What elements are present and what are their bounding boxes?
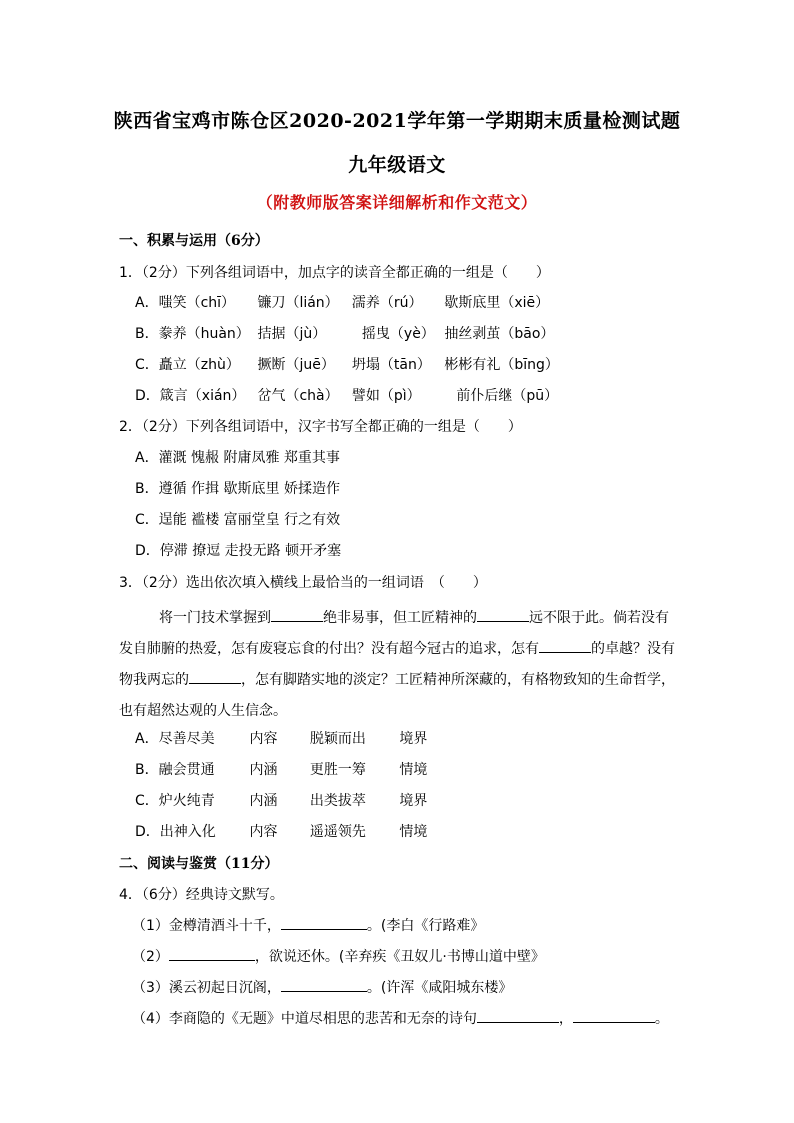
q1-d-word4: 前仆后继（pū） [456, 388, 559, 404]
q4-item4-post: 。 [654, 1011, 669, 1027]
exam-subtitle: 九年级语文 [348, 154, 446, 176]
q3-blank-4 [189, 670, 241, 684]
q4-item-4 [132, 1008, 669, 1028]
q3-blank-1 [271, 608, 323, 622]
q4-item4-pre: （4）李商隐的《无题》中道尽相思的悲苦和无奈的诗句 [132, 1011, 477, 1027]
q4-item1-blank [281, 916, 367, 930]
q1-option-b [135, 323, 554, 343]
q3-d-word2: 内容 [249, 824, 278, 840]
q3-option-b [135, 759, 427, 779]
q2-option-b: B．遵循 作揖 歇斯底里 娇揉造作 [135, 481, 340, 497]
q1-c-word3: 坍塌（tān） [351, 357, 431, 373]
q3-d-word4: 情境 [399, 824, 428, 840]
section2-heading: 二、阅读与鉴赏（11分） [119, 856, 279, 872]
q1-b-word4: 抽丝剥茧（bāo） [444, 326, 555, 342]
q1-a-word3: 濡养（rú） [351, 295, 423, 311]
exam-note: （附教师版答案详细解析和作文范文） [256, 193, 538, 212]
q1-d-word1: D．箴言（xián） [135, 388, 246, 404]
q3-a-word3: 脱颖而出 [309, 731, 366, 747]
q4-item2-blank [169, 947, 255, 961]
q3-b-word2: 内涵 [249, 762, 278, 778]
q3-d-word3: 遥遥领先 [309, 824, 366, 840]
q4-item3-pre: （3）溪云初起日沉阁， [132, 980, 281, 996]
q4-item3-blank [281, 978, 367, 992]
q3-stem: 3．（2分）选出依次填入横线上最恰当的一组词语 （ ） [119, 575, 487, 591]
q2-option-c: C．逞能 褴楼 富丽堂皇 行之有效 [135, 512, 341, 528]
q4-item4-blank-1 [477, 1009, 559, 1023]
q4-item-1 [132, 915, 484, 935]
section1-heading: 一、积累与运用（6分） [119, 233, 269, 249]
q3-passage-part2: 绝非易事，但工匠精神的 [323, 610, 477, 626]
q3-option-d [135, 821, 427, 841]
q4-item4-mid: ， [558, 1011, 573, 1027]
q1-c-word4: 彬彬有礼（bīng） [444, 357, 559, 373]
q4-item3-post: 。(许浑《咸阳城东楼》 [366, 980, 513, 996]
q4-item-2 [132, 946, 545, 966]
q1-a-word1: A．嗤笑（chī） [135, 295, 236, 311]
q1-a-word4: 歇斯底里（xiē） [444, 295, 550, 311]
q1-option-d [135, 385, 558, 405]
q2-option-d: D．停滞 撩逗 走投无路 顿开矛塞 [135, 543, 342, 559]
q3-option-a [135, 728, 427, 748]
q3-blank-3 [539, 639, 591, 653]
q3-passage-part3: 远不限于此。倘若没有发自肺腑的热爱，怎有废寝忘食的付出？没有超今冠古的追求，怎有 [119, 610, 669, 657]
q4-item4-blank-2 [573, 1009, 655, 1023]
q3-passage-part1: 将一门技术掌握到 [159, 610, 271, 626]
q1-a-word2: 镰刀（lián） [257, 295, 339, 311]
q4-item2-post: ，欲说还休。(辛弃疾《丑奴儿·书博山道中壁》 [254, 949, 545, 965]
q1-b-word2: 拮据（jù） [257, 326, 327, 342]
q3-d-word1: D．出神入化 [135, 824, 216, 840]
q3-b-word3: 更胜一筹 [309, 762, 366, 778]
q3-passage-part5: ，怎有脚踏实地的淡定？工匠精神所深藏的，有格物致知的生命哲学，也有超然达观的人生信念。 [119, 672, 675, 719]
q3-passage [119, 603, 679, 727]
q4-item-3 [132, 977, 512, 997]
q1-d-word2: 岔气（chà） [257, 388, 339, 404]
q3-a-word2: 内容 [249, 731, 278, 747]
q1-option-c [135, 354, 559, 374]
exam-title: 陕西省宝鸡市陈仓区2020-2021学年第一学期期末质量检测试题 [113, 110, 681, 132]
q1-b-word3: 摇曳（yè） [361, 326, 435, 342]
q3-option-c [135, 790, 427, 810]
q3-b-word4: 情境 [399, 762, 428, 778]
q1-d-word3: 譬如（pì） [351, 388, 421, 404]
q3-b-word1: B．融会贯通 [135, 762, 215, 778]
q3-c-word1: C．炉火纯青 [135, 793, 215, 809]
q1-c-word1: C．矗立（zhù） [135, 357, 240, 373]
q3-c-word4: 境界 [399, 793, 428, 809]
q1-stem: 1．（2分）下列各组词语中，加点字的读音全都正确的一组是（ ） [119, 265, 550, 281]
q3-passage-part4: 的卓越？没有物我两忘的 [119, 641, 675, 688]
q3-c-word2: 内涵 [249, 793, 278, 809]
q4-item1-post: 。(李白《行路难》 [366, 918, 485, 934]
q2-stem: 2．（2分）下列各组词语中，汉字书写全都正确的一组是（ ） [119, 419, 522, 435]
q3-c-word3: 出类拔萃 [309, 793, 366, 809]
q4-item2-pre: （2） [132, 949, 169, 965]
q4-item1-pre: （1）金樽清酒斗十千， [132, 918, 281, 934]
q3-blank-2 [477, 608, 529, 622]
q3-a-word1: A．尽善尽美 [135, 731, 215, 747]
q1-b-word1: B．豢养（huàn） [135, 326, 250, 342]
q2-option-a: A．灌溉 愧赧 附庸凤雅 郑重其事 [135, 450, 340, 466]
q3-a-word4: 境界 [399, 731, 428, 747]
q1-option-a [135, 292, 549, 312]
q1-c-word2: 撅断（juē） [257, 357, 335, 373]
q4-stem: 4．（6分）经典诗文默写。 [119, 887, 284, 903]
